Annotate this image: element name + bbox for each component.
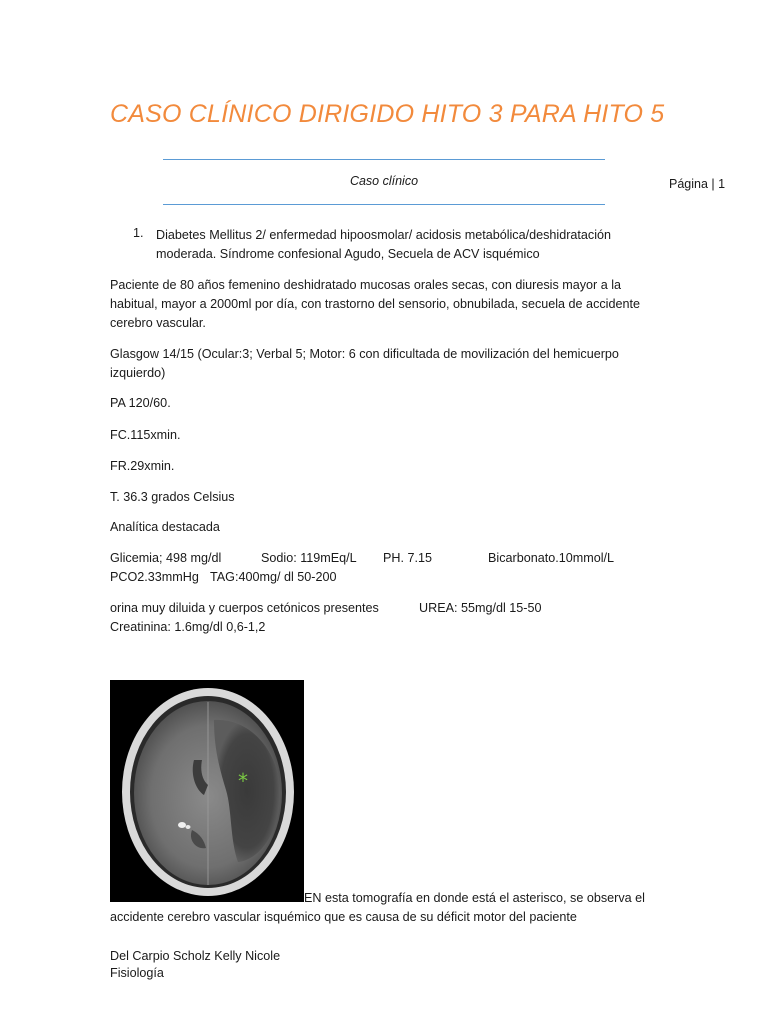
header-rule-bottom bbox=[163, 204, 605, 205]
analitica-heading: Analítica destacada bbox=[110, 520, 220, 534]
respiratory-rate: FR.29xmin. bbox=[110, 459, 175, 473]
lab-orina: orina muy diluida y cuerpos cetónicos presentes bbox=[110, 601, 379, 615]
blood-pressure: PA 120/60. bbox=[110, 396, 171, 410]
glasgow-score: Glasgow 14/15 (Ocular:3; Verbal 5; Motor: 6 con dificultada de movilización del hemicuerpo izquierdo) bbox=[110, 347, 619, 380]
brain-ct-image bbox=[110, 680, 304, 902]
lab-ph: PH. 7.15 bbox=[383, 551, 433, 565]
document-subtitle: Caso clínico bbox=[349, 174, 419, 188]
temperature: T. 36.3 grados Celsius bbox=[110, 490, 235, 504]
lab-creatinina: Creatinina: 1.6mg/dl 0,6-1,2 bbox=[110, 620, 266, 634]
list-item-text: Diabetes Mellitus 2/ enfermedad hipoosmolar/ acidosis metabólica/deshidratación moderada. Síndrome confesional Agudo, Secuela de ACV isquémico bbox=[156, 228, 612, 261]
footer-author: Del Carpio Scholz Kelly Nicole bbox=[110, 949, 281, 963]
lab-pco2: PCO2.33mmHg bbox=[110, 570, 199, 584]
lab-bicarbonato: Bicarbonato.10mmol/L bbox=[488, 551, 615, 565]
heart-rate: FC.115xmin. bbox=[110, 428, 181, 442]
page-number: Página | 1 bbox=[669, 177, 726, 191]
lab-tag: TAG:400mg/ dl 50-200 bbox=[210, 570, 337, 584]
list-item-number: 1. bbox=[133, 226, 144, 240]
patient-description: Paciente de 80 años femenino deshidratado mucosas orales secas, con diuresis mayor a la habitual, mayor a 2000ml por día, con trastorno del sensorio, obnubilada, secuela de accidente cerebro vascular. bbox=[110, 278, 640, 330]
lab-urea: UREA: 55mg/dl 15-50 bbox=[419, 601, 542, 615]
image-caption-line2: accidente cerebro vascular isquémico que es causa de su déficit motor del paciente bbox=[110, 910, 577, 924]
footer-course: Fisiología bbox=[110, 966, 164, 980]
document-title: CASO CLÍNICO DIRIGIDO HITO 3 PARA HITO 5 bbox=[110, 100, 665, 128]
lab-sodio: Sodio: 119mEq/L bbox=[261, 551, 357, 565]
asterisk-marker: * bbox=[238, 769, 248, 793]
header-rule-top bbox=[163, 159, 605, 160]
lab-glicemia: Glicemia; 498 mg/dl bbox=[110, 551, 222, 565]
image-caption-line1: EN esta tomografía en donde está el asterisco, se observa el bbox=[304, 891, 645, 905]
